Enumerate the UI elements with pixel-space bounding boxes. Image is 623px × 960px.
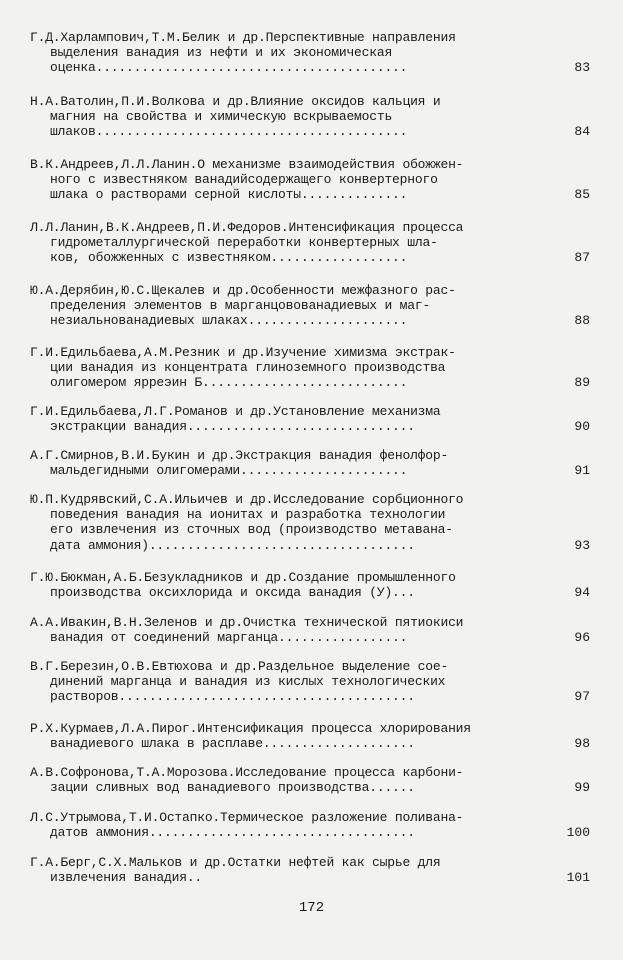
entry-line: зации сливных вод ванадиевого производства...... [50,780,415,796]
toc-entry [30,448,590,478]
entry-line: В.Г.Березин,О.В.Евтюхова и др.Раздельное выделение сое- [30,659,449,674]
entry-line: А.Г.Смирнов,В.И.Букин и др.Экстракция ванадия фенолфор- [30,448,449,463]
entry-line: производства оксихлорида и оксида ванадия (У)... [50,585,415,601]
toc-entry [30,659,590,705]
toc-entry [30,492,590,553]
entry-line: Ю.А.Дерябин,Ю.С.Щекалев и др.Особенности межфазного рас- [30,283,456,298]
entry-line: олигомером ярреэин Б........................... [50,375,408,391]
entry-line: Г.И.Едильбаева,А.М.Резник и др.Изучение химизма экстрак- [30,345,456,360]
entry-line: датов аммония................................... [50,825,415,841]
toc-entry [30,721,590,751]
entry-line: магния на свойства и химическую вскрываемость [50,109,393,125]
toc-entry [30,157,590,203]
entry-line: мальдегидными олигомерами...................... [50,463,408,479]
page-number: 88 [574,313,590,329]
page-number: 99 [574,780,590,796]
entry-line: Л.С.Утрымова,Т.И.Остапко.Термическое разложение поливана- [30,810,464,825]
toc-entry [30,810,590,840]
toc-entry [30,570,590,600]
entry-line: растворов....................................... [50,689,415,705]
page-number: 84 [574,124,590,140]
entry-line: ванадия от соединений марганца................. [50,630,408,646]
toc-entry [30,283,590,329]
entry-line: Г.И.Едильбаева,Л.Г.Романов и др.Установление механизма [30,404,441,419]
toc-entry [30,765,590,795]
page-number: 101 [566,870,590,886]
entry-line: его извлечения из сточных вод (производство метавана- [50,522,453,538]
page-number: 87 [574,250,590,266]
entry-line: Г.Д.Харлампович,Т.М.Белик и др.Перспективные направления [30,30,456,45]
entry-line: выделения ванадия из нефти и их экономическая [50,45,393,61]
entry-line: ванадиевого шлака в расплаве.................... [50,736,415,752]
entry-line: Н.А.Ватолин,П.И.Волкова и др.Влияние оксидов кальция и [30,94,441,109]
page-number: 98 [574,736,590,752]
entry-line: поведения ванадия на ионитах и разработка технологии [50,507,446,523]
page-number: 100 [566,825,590,841]
entry-line: Г.Ю.Бюкман,А.Б.Безукладников и др.Создание промышленного [30,570,456,585]
entry-line: экстракции ванадия.............................. [50,419,415,435]
page-number: 96 [574,630,590,646]
entry-line: шлака о растворами серной кислоты.............. [50,187,408,203]
entry-line: В.К.Андреев,Л.Л.Ланин.О механизме взаимодействия обожжен- [30,157,464,172]
page-number: 97 [574,689,590,705]
page-number: 83 [574,60,590,76]
entry-line: пределения элементов в марганцовованадиевых и маг- [50,298,431,314]
page-number: 94 [574,585,590,601]
page-footer-number: 172 [298,900,325,916]
entry-line: Г.А.Берг,С.Х.Мальков и др.Остатки нефтей как сырье для [30,855,441,870]
page-number: 90 [574,419,590,435]
page-number: 91 [574,463,590,479]
toc-entry [30,94,590,140]
entry-line: Р.Х.Курмаев,Л.А.Пирог.Интенсификация процесса хлорирования [30,721,471,736]
entry-line: динений марганца и ванадия из кислых технологических [50,674,446,690]
page-number: 93 [574,537,590,553]
page-number: 85 [574,187,590,203]
entry-line: оценка......................................... [50,60,408,76]
entry-line: незиальнованадиевых шлаках..................... [50,313,408,329]
entry-line: ции ванадия из концентрата глиноземного производства [50,360,446,376]
entry-line: Ю.П.Кудрявский,С.А.Ильичев и др.Исследование сорбционного [30,492,464,507]
entry-line: ного с известняком ванадийсодержащего конвертерного [50,172,438,188]
page-number: 89 [574,375,590,391]
toc-entry [30,30,590,76]
toc-entry [30,345,590,391]
toc-entry [30,855,590,885]
entry-line: Л.Л.Ланин,В.К.Андреев,П.И.Федоров.Интенсификация процесса [30,220,464,235]
toc-entry [30,615,590,645]
toc-entry [30,404,590,434]
entry-line: шлаков......................................... [50,124,408,140]
entry-line: А.А.Ивакин,В.Н.Зеленов и др.Очистка технической пятиокиси [30,615,464,630]
entry-line: А.В.Софронова,Т.А.Морозова.Исследование процесса карбони- [30,765,464,780]
entry-line: ков, обожженных с известняком.................. [50,250,408,266]
entry-line: дата аммония)................................... [50,537,415,553]
entry-line: извлечения ванадия.. [50,870,203,886]
toc-entry [30,220,590,266]
entry-line: гидрометаллургической переработки конвертерных шла- [50,235,438,251]
